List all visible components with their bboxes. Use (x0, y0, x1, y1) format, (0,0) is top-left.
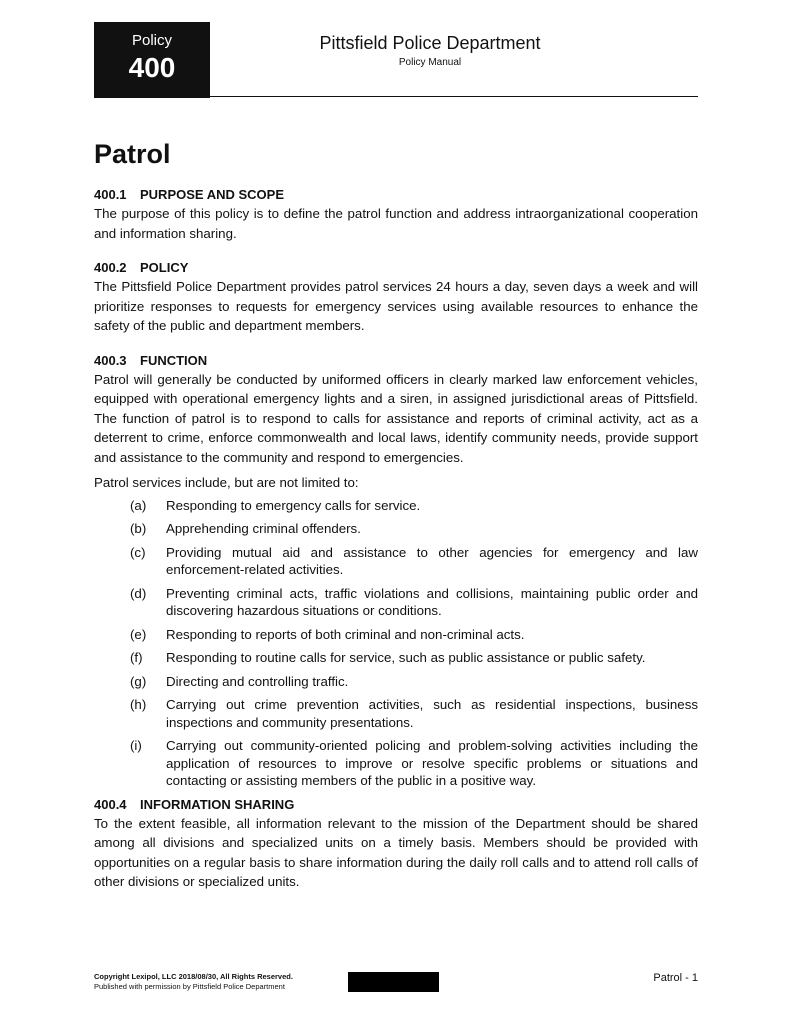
section-heading (94, 352, 698, 370)
section-heading (94, 796, 698, 814)
page-number: Patrol - 1 (653, 972, 698, 984)
list-marker: (f) (130, 650, 143, 665)
footer-copyright (94, 972, 293, 992)
policy-label: Policy (131, 32, 172, 49)
list-text: Providing mutual aid and assistance to other agencies for emergency and law enforcement-related activities. (166, 544, 698, 577)
list-text: Responding to emergency calls for service. (166, 497, 421, 513)
list-item (94, 673, 698, 691)
section-heading (94, 259, 698, 277)
list-item (94, 585, 698, 620)
section-heading (94, 186, 698, 204)
list-item (94, 737, 698, 790)
section-number: 400.4 (94, 796, 127, 812)
section-purpose-scope (94, 186, 698, 243)
section-function (94, 352, 698, 790)
manual-name: Policy Manual (398, 57, 462, 68)
list-intro: Patrol services include, but are not limited to: (94, 475, 359, 490)
permission-line: Published with permission by Pittsfield Police Department (94, 982, 285, 991)
list-item (94, 696, 698, 731)
list-text: Carrying out community-oriented policing and problem-solving activities including the application of resources to improve or resolve specific problems or situations and contacting or assisting members of the public in a positive way. (166, 738, 698, 788)
list-text: Apprehending criminal offenders. (166, 521, 361, 536)
section-paragraph: The Pittsfield Police Department provides patrol services 24 hours a day, seven days a week and will prioritize responses to requests for emergency services using available resources to enhance the safety of the public and department members. (94, 279, 698, 333)
section-number: 400.3 (94, 352, 127, 368)
policy-number-box (94, 22, 210, 98)
list-text: Responding to reports of both criminal and non-criminal acts. (166, 626, 525, 642)
list-text: Preventing criminal acts, traffic violations and collisions, maintaining public order and discovering hazardous situations or conditions. (166, 585, 698, 618)
list-text: Directing and controlling traffic. (166, 673, 349, 689)
section-title: FUNCTION (140, 352, 208, 368)
list-text: Carrying out crime prevention activities, such as residential inspections, business inspections and community presentations. (166, 697, 698, 730)
section-title: INFORMATION SHARING (140, 796, 295, 812)
department-name: Pittsfield Police Department (319, 33, 541, 53)
section-number: 400.1 (94, 187, 127, 202)
section-policy (94, 259, 698, 336)
patrol-services-list (94, 497, 698, 790)
list-marker: (h) (130, 697, 147, 712)
list-text: Responding to routine calls for service, such as public assistance or public safety. (166, 650, 646, 665)
policy-number: 400 (128, 52, 176, 83)
list-item (94, 544, 698, 579)
list-marker: (d) (130, 585, 147, 601)
list-item (94, 520, 698, 538)
list-item (94, 497, 698, 515)
list-item (94, 649, 698, 667)
list-marker: (a) (130, 497, 147, 513)
copyright-line: Copyright Lexipol, LLC 2018/08/30, All Rights Reserved. (94, 972, 293, 981)
section-paragraph: The purpose of this policy is to define the patrol function and address intraorganizational cooperation and information sharing. (94, 206, 698, 241)
page-footer (94, 972, 698, 1002)
list-marker: (e) (130, 626, 147, 642)
section-title: POLICY (140, 260, 189, 275)
list-marker: (g) (130, 673, 147, 689)
list-marker: (c) (130, 544, 146, 560)
section-paragraph: To the extent feasible, all information relevant to the mission of the Department should be shared among all divisions and specialized units on a timely basis. Members should be provided with opportunities on a regular basis to share information during the daily roll calls and to attend roll calls of other divisions or specialized units. (94, 815, 698, 889)
document-body (94, 186, 698, 892)
header-divider (94, 96, 698, 97)
redaction-bar (348, 972, 439, 992)
list-marker: (b) (130, 521, 147, 536)
section-title: PURPOSE AND SCOPE (140, 187, 284, 202)
list-item (94, 626, 698, 644)
section-paragraph: Patrol will generally be conducted by uniformed officers in clearly marked law enforcement vehicles, equipped with operational emergency lights and a siren, in assigned jurisdictional areas of Pittsfield. The function of patrol is to respond to calls for assistance and reports of criminal activity, act as a deterrent to crime, enforce commonwealth and local laws, identify community needs, provide support and assistance to the community and respond to emergencies. (94, 371, 698, 465)
section-information-sharing (94, 796, 698, 892)
list-marker: (i) (130, 738, 142, 753)
page-title: Patrol (94, 139, 171, 169)
section-number: 400.2 (94, 260, 127, 275)
